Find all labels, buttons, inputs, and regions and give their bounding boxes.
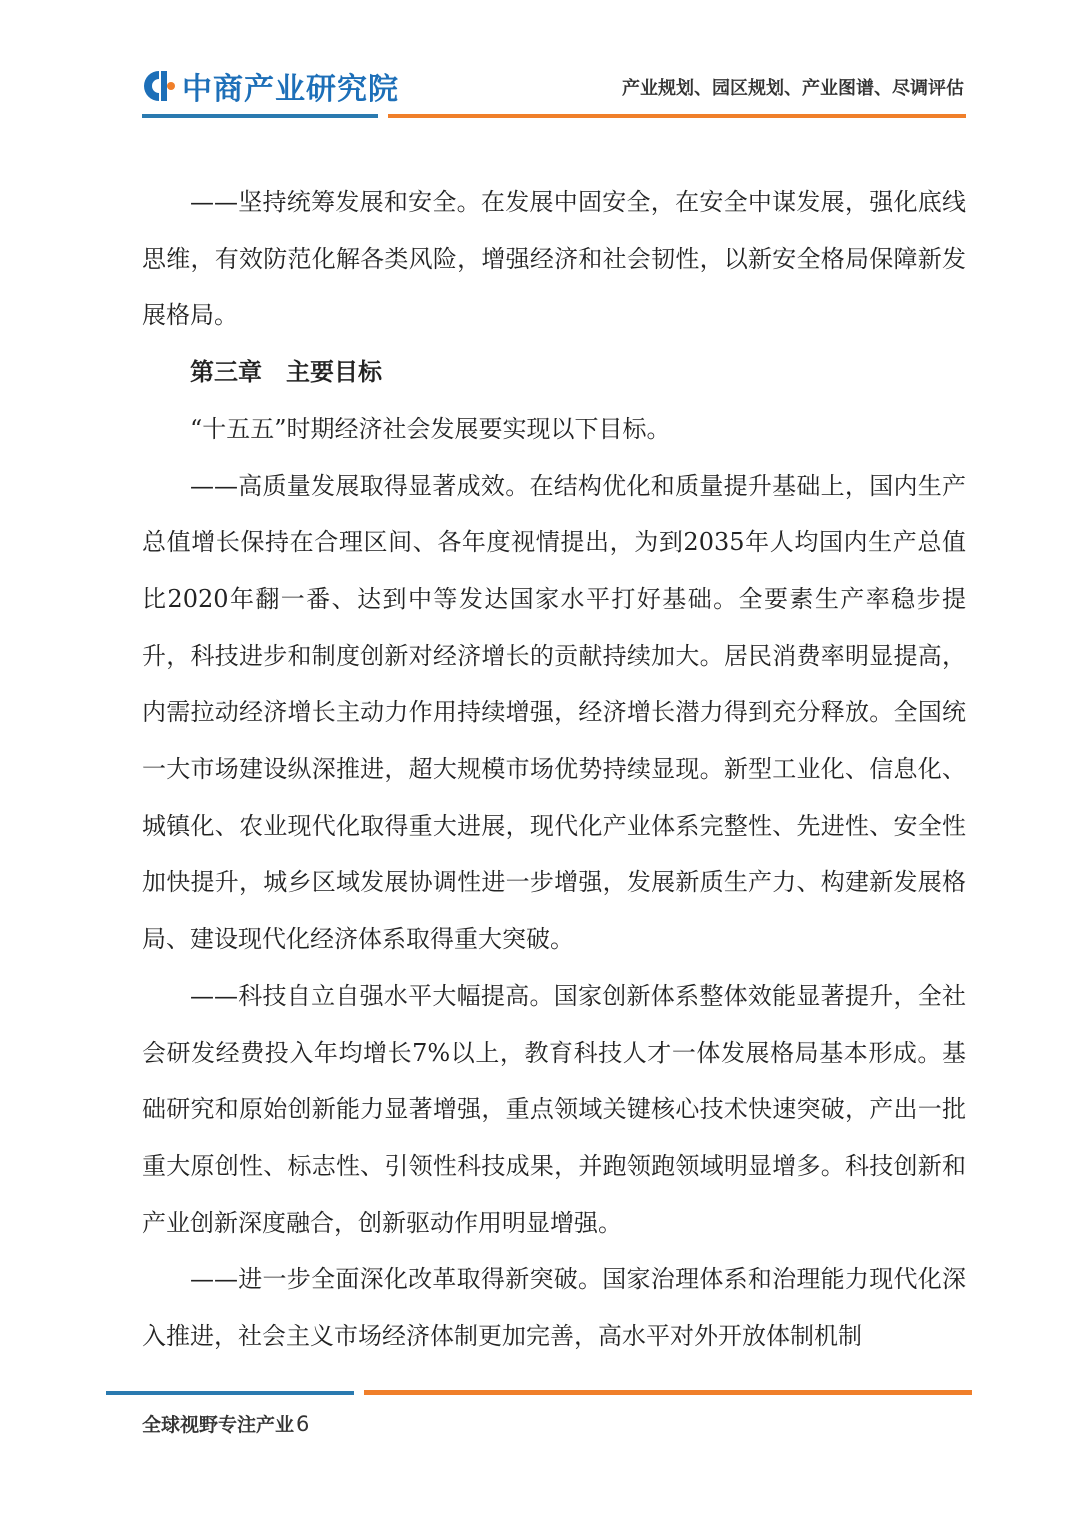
document-body	[142, 174, 966, 1365]
chapter-heading: 第三章 主要目标	[190, 357, 382, 387]
header-tagline: 产业规划、园区规划、产业图谱、尽调评估	[622, 78, 964, 99]
footer-rule-blue	[106, 1391, 354, 1395]
header-rule-orange	[388, 114, 966, 118]
logo-text: 中商产业研究院	[182, 72, 399, 107]
footer-rule-orange	[364, 1390, 972, 1395]
page-header	[0, 0, 1080, 130]
logo-icon	[142, 69, 176, 103]
logo	[142, 66, 399, 106]
paragraph-science-technology: ——科技自立自强水平大幅提高。国家创新体系整体效能显著提升，全社会研发经费投入年均增长7%以上，教育科技人才一体发展格局基本形成。基础研究和原始创新能力显著增强，重点领域关键核心技术快速突破，产出一批重大原创性、标志性、引领性科技成果，并跑领跑领域明显增多。科技创新和产业创新深度融合，创新驱动作用明显增强。	[142, 981, 966, 1237]
page-number: 6	[296, 1412, 310, 1436]
paragraph-security: ——坚持统筹发展和安全。在发展中固安全，在安全中谋发展，强化底线思维，有效防范化解各类风险，增强经济和社会韧性，以新安全格局保障新发展格局。	[142, 188, 966, 330]
footer-slogan: 全球视野专注产业	[142, 1414, 295, 1436]
paragraph-intro: “十五五”时期经济社会发展要实现以下目标。	[190, 414, 671, 443]
paragraph-high-quality-development: ——高质量发展取得显著成效。在结构优化和质量提升基础上，国内生产总值增长保持在合理区间、各年度视情提出，为到2035年人均国内生产总值比2020年翻一番、达到中等发达国家水平打好基础。全要素生产率稳步提升，科技进步和制度创新对经济增长的贡献持续加大。居民消费率明显提高，内需拉动经济增长主动力作用持续增强，经济增长潜力得到充分释放。全国统一大市场建设纵深推进，超大规模市场优势持续显现。新型工业化、信息化、城镇化、农业现代化取得重大进展，现代化产业体系完整性、先进性、安全性加快提升，城乡区域发展协调性进一步增强，发展新质生产力、构建新发展格局、建设现代化经济体系取得重大突破。	[142, 471, 966, 954]
paragraph-reform: ——进一步全面深化改革取得新突破。国家治理体系和治理能力现代化深入推进，社会主义市场经济体制更加完善，高水平对外开放体制机制	[142, 1265, 966, 1351]
page-footer	[142, 1410, 309, 1437]
header-rule-blue	[142, 114, 378, 118]
